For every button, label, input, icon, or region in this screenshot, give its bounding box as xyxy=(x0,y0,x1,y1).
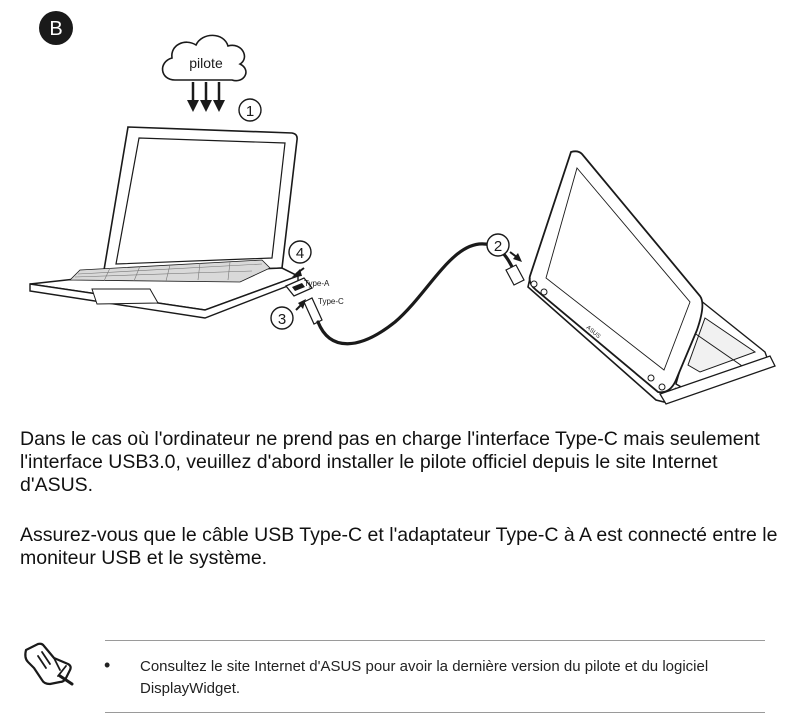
svg-text:2: 2 xyxy=(493,238,503,255)
portable-monitor-illustration xyxy=(528,151,775,404)
type-a-label: Type-A xyxy=(304,279,330,288)
note-bullet: • xyxy=(104,655,111,675)
svg-text:1: 1 xyxy=(245,103,255,120)
step-4-marker xyxy=(289,241,311,263)
insert-arrow-icon xyxy=(292,268,304,277)
pointing-hand-icon xyxy=(20,640,80,690)
svg-text:3: 3 xyxy=(277,311,287,328)
monitor-logo: ASUS xyxy=(584,324,602,341)
connect-arrow-icon xyxy=(510,252,522,262)
cloud-label: pilote xyxy=(189,55,223,71)
badge-letter: B xyxy=(49,18,63,40)
type-c-plug xyxy=(304,297,344,324)
section-badge xyxy=(39,11,73,45)
instruction-paragraph-1: Dans le cas où l'ordinateur ne prend pas en charge l'interface Type-C mais seulement l'interface USB3.0, veuillez d'abord installer le pilote officiel depuis le site Internet d'ASUS. xyxy=(20,428,760,496)
download-arrows-icon xyxy=(187,82,225,112)
laptop-illustration xyxy=(30,127,298,318)
note-divider-bottom xyxy=(105,712,765,713)
instruction-paragraph-2: Assurez-vous que le câble USB Type-C et l'adaptateur Type-C à A est connecté entre le moniteur USB et le système. xyxy=(20,524,778,569)
step-2-marker xyxy=(487,234,509,256)
step-3-marker xyxy=(271,307,293,329)
monitor-plug xyxy=(506,265,524,285)
note-divider-top xyxy=(105,640,765,641)
step-1-marker xyxy=(239,99,261,121)
note-text: Consultez le site Internet d'ASUS pour avoir la dernière version du pilote et du logiciel DisplayWidget. xyxy=(140,658,709,697)
svg-text:4: 4 xyxy=(295,245,305,262)
cloud-icon xyxy=(163,35,246,80)
type-c-label: Type-C xyxy=(318,297,344,306)
usb-cable xyxy=(318,244,520,344)
